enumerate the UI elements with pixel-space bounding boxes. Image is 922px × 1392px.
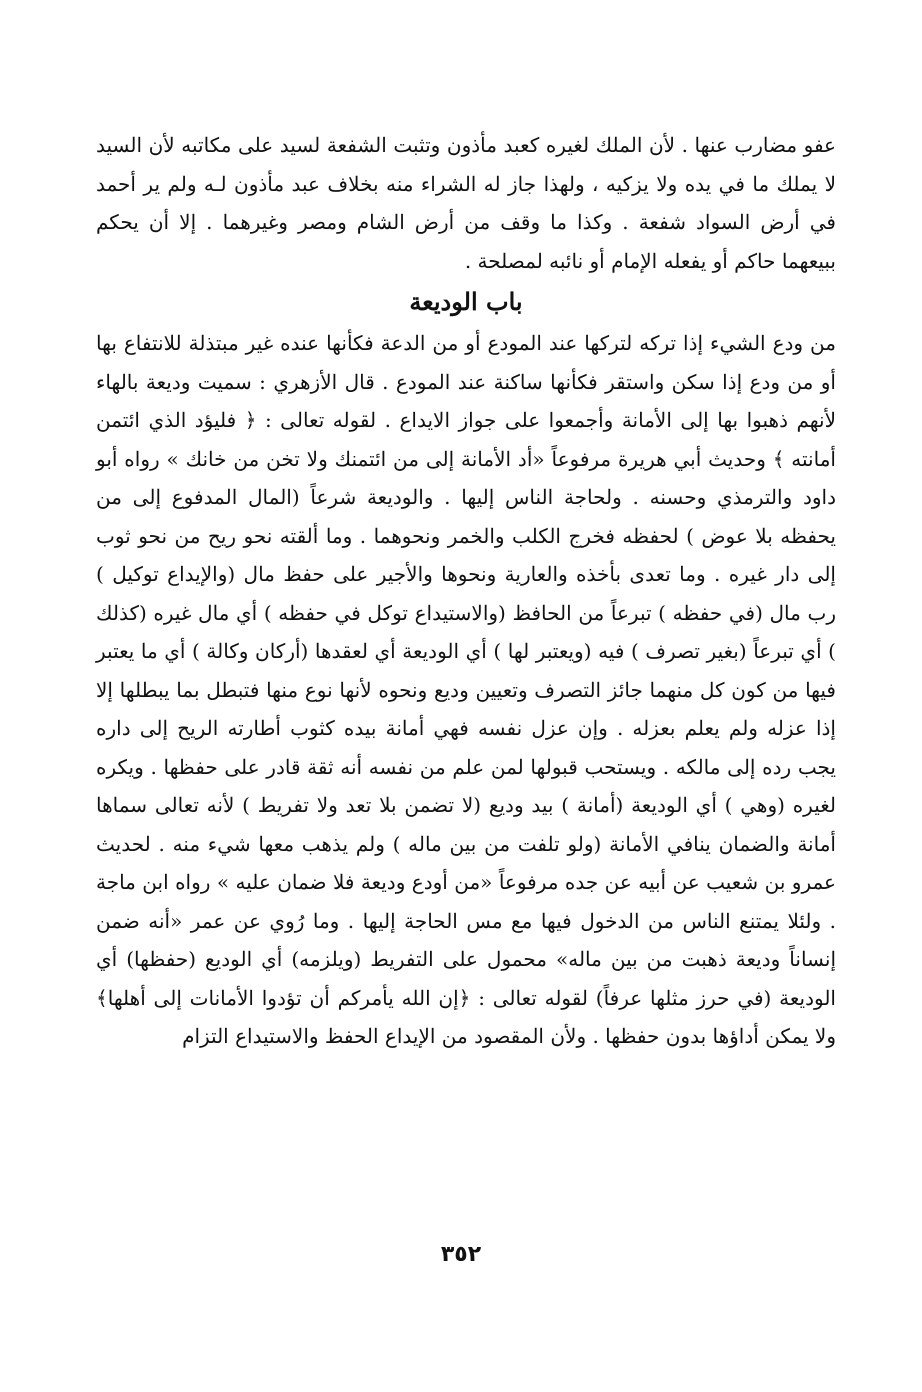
chapter-title: باب الوديعة	[409, 287, 523, 316]
page-content	[96, 126, 836, 1056]
body-paragraph: من ودع الشيء إذا تركه لتركها عند المودع أو من الدعة فكأنها عنده غير مبتذلة للانتفاع بها أو من ودع إذا سكن واستقر فكأنها ساكنة عند المودع . قال الأزهري : سميت وديعة بالهاء لأنهم ذهبوا بها إلى الأمانة وأجمعوا على جواز الايداع . لقوله تعالى : ﴿ فليؤد الذي ائتمن أمانته ﴾ وحديث أبي هريرة مرفوعاً «أد الأمانة إلى من ائتمنك ولا تخن من خانك » رواه أبو داود والترمذي وحسنه . ولحاجة الناس إليها . والوديعة شرعاً (المال المدفوع إلى من يحفظه بلا عوض ) لحفظه فخرج الكلب والخمر ونحوهما . وما ألقته نحو ريح من نحو ثوب إلى دار غيره . وما تعدى بأخذه والعارية ونحوها والأجير على حفظ مال (والإيداع توكيل ) رب مال (في حفظه ) تبرعاً من الحافظ (والاستيداع توكل في حفظه ) أي مال غيره (كذلك ) أي تبرعاً (بغير تصرف ) فيه (ويعتبر لها ) أي الوديعة أي لعقدها (أركان وكالة ) أي ما يعتبر فيها من كون كل منهما جائز التصرف وتعيين وديع ونحوه لأنها نوع منها فتبطل بما يبطلها إلا إذا عزله ولم يعلم بعزله . وإن عزل نفسه فهي أمانة بيده كثوب أطارته الريح إلى داره يجب رده إلى مالكه . ويستحب قبولها لمن علم من نفسه أنه ثقة قادر على حفظها . ويكره لغيره (وهي ) أي الوديعة (أمانة ) بيد وديع (لا تضمن بلا تعد ولا تفريط ) لأنه تعالى سماها أمانة والضمان ينافي الأمانة (ولو تلفت من بين ماله ) ولم يذهب معها شيء منه . لحديث عمرو بن شعيب عن أبيه عن جده مرفوعاً «من أودع وديعة فلا ضمان عليه » رواه ابن ماجة . ولئلا يمتنع الناس من الدخول فيها مع مس الحاجة إليها . وما رُوي عن عمر «أنه ضمن إنساناً وديعة ذهبت من بين ماله» محمول على التفريط (ويلزمه) أي الوديع (حفظها) أي الوديعة (في حرز مثلها عرفاً) لقوله تعالى : ﴿إن الله يأمركم أن تؤدوا الأمانات إلى أهلها﴾ ولا يمكن أداؤها بدون حفظها . ولأن المقصود من الإيداع الحفظ والاستيداع التزام	[96, 331, 836, 1048]
intro-paragraph: عفو مضارب عنها . لأن الملك لغيره كعبد مأذون وتثبت الشفعة لسيد على مكاتبه لأن السيد لا يملك ما في يده ولا يزكيه ، ولهذا جاز له الشراء منه بخلاف عبد مأذون لـه ولم ير أحمد في أرض السواد شفعة . وكذا ما وقف من أرض الشام ومصر وغيرهما . إلا أن يحكم ببيعهما حاكم أو يفعله الإمام أو نائبه لمصلحة .	[96, 133, 837, 273]
page-number: ٣٥٢	[440, 1242, 482, 1267]
